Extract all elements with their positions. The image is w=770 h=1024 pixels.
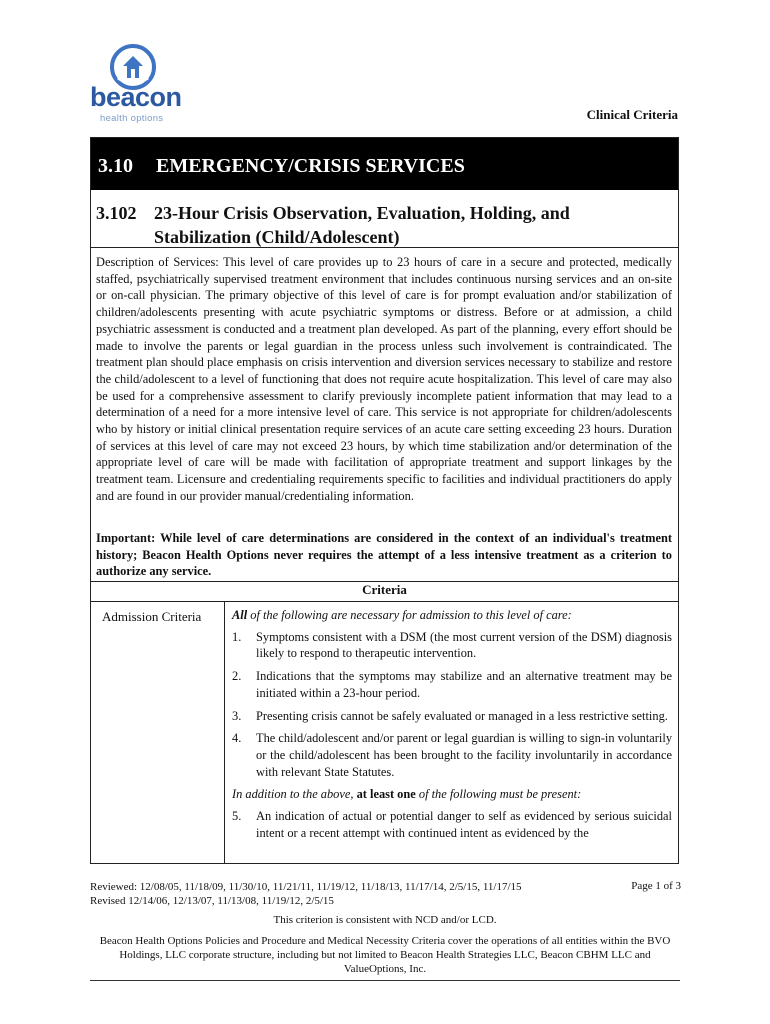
page-number: Page 1 of 3 xyxy=(631,880,681,892)
divider xyxy=(91,601,678,602)
list-item-text: Symptoms consistent with a DSM (the most current version of the DSM) diagnosis likely to respond to therapeutic intervention. xyxy=(256,629,672,661)
column-divider xyxy=(224,602,225,864)
list-item-number: 3. xyxy=(232,708,242,723)
section-title: EMERGENCY/CRISIS SERVICES xyxy=(156,155,465,177)
reviewed-dates: Reviewed: 12/08/05, 11/18/09, 11/30/10, 11/21/11, 11/19/12, 11/18/13, 11/17/14, 2/5/15, 11/17/15 xyxy=(90,881,522,893)
list-item-number: 1. xyxy=(232,629,242,644)
footer-rule xyxy=(90,980,680,981)
ncd-statement: This criterion is consistent with NCD and/or LCD. xyxy=(273,914,497,926)
additional-criteria-intro xyxy=(232,786,672,803)
list-item xyxy=(232,668,672,701)
review-dates xyxy=(90,880,682,908)
list-item xyxy=(232,629,672,662)
admission-criteria-list xyxy=(232,607,672,847)
subsection-title: 23-Hour Crisis Observation, Evaluation, Holding, and Stabilization (Child/Adolescent) xyxy=(154,203,570,247)
list-item-text: An indication of actual or potential danger to self as evidenced by serious suicidal intent or a recent attempt with continued intent as evidenced by the xyxy=(256,809,672,840)
subsection-number: 3.102 xyxy=(96,203,137,223)
divider xyxy=(91,247,678,248)
intro-emphasis: All xyxy=(232,608,248,622)
addition-emphasis: at least one xyxy=(356,787,416,802)
table-bottom-border xyxy=(90,863,679,864)
list-item-number: 4. xyxy=(232,731,242,746)
list-item xyxy=(232,808,672,841)
clinical-criteria-label: Clinical Criteria xyxy=(586,107,678,122)
logo-tagline: health options xyxy=(100,113,164,124)
policy-statement: Beacon Health Options Policies and Procedure and Medical Necessity Criteria cover the operations of all entities within the BVO Holdings, LLC corporate structure, including but not limited to Beacon Health Strategies LLC, Beacon CBHM LLC and ValueOptions, Inc. xyxy=(99,935,671,975)
list-item-text: Indications that the symptoms may stabilize and an alternative treatment may be initiated within a 23-hour period. xyxy=(256,669,672,700)
beacon-logo xyxy=(88,44,188,124)
list-item-number: 2. xyxy=(232,669,242,684)
important-note: Important: While level of care determinations are considered in the context of an individual's treatment history; Beacon Health Options never requires the attempt of a less intensive treatment as a criterion to authorize any service. xyxy=(96,531,672,579)
section-banner xyxy=(91,138,678,190)
addition-pre: In addition to the above, xyxy=(232,787,357,802)
logo-wordmark: beacon xyxy=(90,82,182,112)
revised-dates: Revised 12/14/06, 12/13/07, 11/13/08, 11/19/12, 2/5/15 xyxy=(90,895,334,907)
section-number: 3.10 xyxy=(98,155,133,177)
addition-post: of the following must be present: xyxy=(415,787,582,802)
criteria-intro xyxy=(232,607,672,624)
criteria-heading: Criteria xyxy=(362,582,407,597)
description-of-services: Description of Services: This level of care provides up to 23 hours of care in a secure and protected, medically staffed, psychiatrically supervised treatment environment that includes continuous nursing services and an on-site or on-call physician. The primary objective of this level of care is for prompt evaluation and/or stabilization of children/adolescents presenting with acute psychiatric symptoms or distress. Before or at admission, a child psychiatric assessment is conducted and a treatment plan developed. As part of the planning, every effort should be made to involve the parents or legal guardian in the process unless such involvement is contraindicated. The treatment plan should place emphasis on crisis intervention and diversion services necessary to stabilize and restore the child/adolescent to a level of functioning that does not require acute hospitalization. This level of care may also be used for a comprehensive assessment to clarify previously incomplete patient information that may lead to a determination of a need for a more intensive level of care. This service is not appropriate for children/adolescents who by history or initial clinical presentation require services of an acute care setting exceeding 23 hours. Duration of services at this level of care may not exceed 23 hours, by which time stabilization and/or determination of the appropriate level of care will be made with facilitation of appropriate treatment and support linkages by the treatment team. Licensure and credentialing requirements specific to facilities and individual practitioners do apply and are found in our provider manual/credentialing information. xyxy=(96,255,672,503)
list-item-text: Presenting crisis cannot be safely evaluated or managed in a less restrictive setting. xyxy=(256,708,668,723)
intro-text: of the following are necessary for admission to this level of care: xyxy=(247,608,572,622)
list-item-text: The child/adolescent and/or parent or legal guardian is willing to sign-in voluntarily or the child/adolescent has been brought to the facility involuntarily in accordance with relevant State Statutes. xyxy=(256,731,673,779)
list-item xyxy=(232,708,672,725)
admission-criteria-label: Admission Criteria xyxy=(102,609,202,624)
list-item xyxy=(232,730,672,780)
list-item-number: 5. xyxy=(232,809,242,824)
